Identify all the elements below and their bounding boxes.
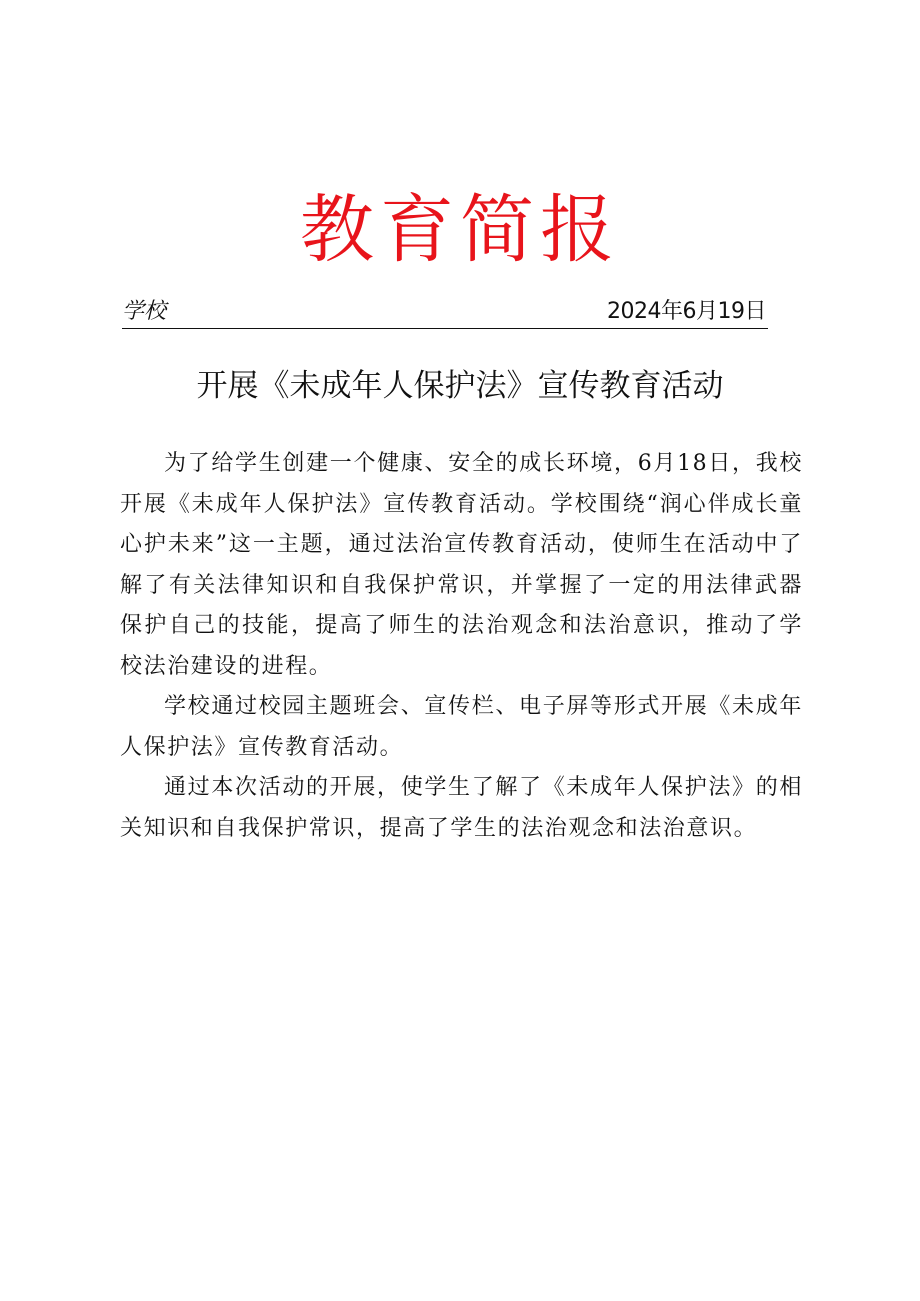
bulletin-meta-line bbox=[122, 298, 768, 329]
article-paragraph: 为了给学生创建一个健康、安全的成长环境，6月18日，我校开展《未成年人保护法》宣传教育活动。学校围绕“润心伴成长童心护未来”这一主题，通过法治宣传教育活动，使师生在活动中了解了有关法律知识和自我保护常识，并掌握了一定的用法律武器保护自己的技能，提高了师生的法治观念和法治意识，推动了学校法治建设的进程。 bbox=[120, 451, 803, 679]
article-paragraph: 学校通过校园主题班会、宣传栏、电子屏等形式开展《未成年人保护法》宣传教育活动。 bbox=[120, 694, 803, 760]
article-headline: 开展《未成年人保护法》宣传教育活动 bbox=[196, 368, 724, 404]
school-label: 学校 bbox=[122, 299, 167, 324]
bulletin-masthead-title: 教育简报 bbox=[300, 187, 620, 273]
article-paragraph: 通过本次活动的开展，使学生了解了《未成年人保护法》的相关知识和自我保护常识，提高了学生的法治观念和法治意识。 bbox=[120, 775, 803, 841]
article-body bbox=[120, 444, 803, 849]
issue-date: 2024年6月19日 bbox=[607, 299, 766, 324]
